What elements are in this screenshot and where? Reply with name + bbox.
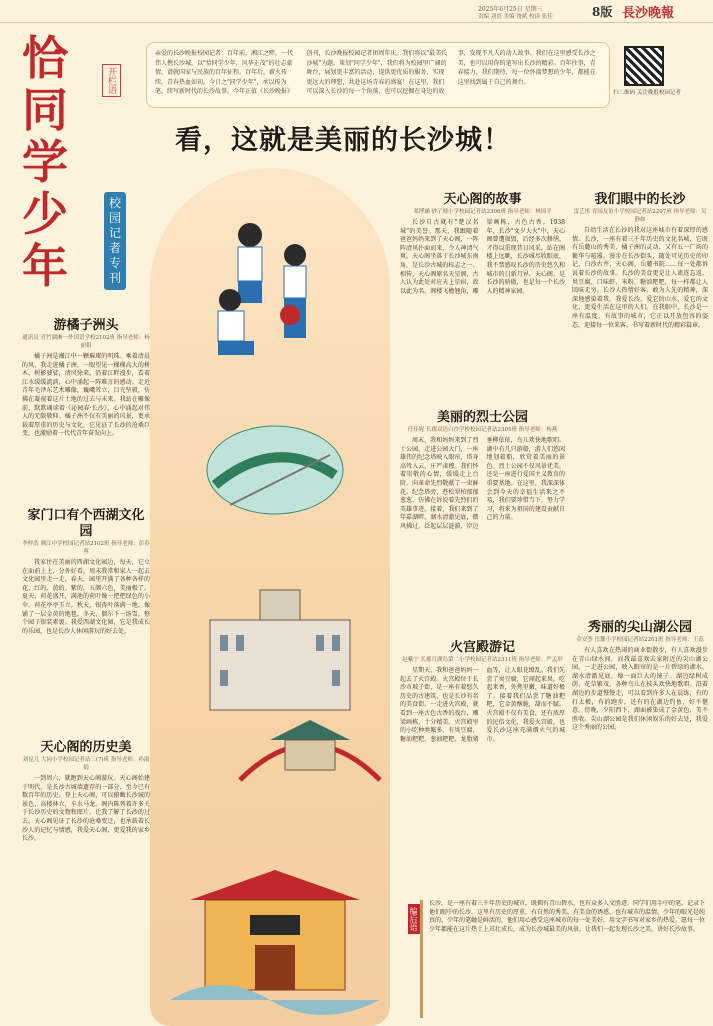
article-byline: 雷艺彤 青园友谊小学校园记者站2207班 指导老师：吴静如 — [573, 209, 707, 223]
article-body: 橘子洲是湘江中一颗璀璨的明珠。乘着清晨的风，我走进橘子洲，一眼望见一棵棵高大的树木，树影婆娑，清风徐来。沿着江畔漫步，看着江水缓缓流淌，心中涌起一阵难言的感动。走近青年毛泽东艺术雕像，巍峨耸立，目光坚毅，仿佛在凝视着这片土地的过去与未来。我站在雕像前，默默诵读着《沁园春·长沙》，心中涌起对伟人的无限敬仰。橘子洲不仅有美丽的风景，更承载着厚重的历史与文化，它见证了长沙的沧桑巨变，也激励着一代代青年奋发向上。 — [22, 353, 150, 438]
article-body: 周末，我和妈妈来到了烈士公园。走进公园大门，一座雄伟的纪念塔映入眼帘，塔身高耸入云，庄严肃穆。我们怀着崇敬的心情，缓缓走上台阶，向革命先烈敬献了一束鲜花。纪念塔旁，苍松翠柏郁郁葱葱，仿佛在诉说着先烈们的英雄事迹。接着，我们来到了年嘉湖畔，湖水清澈见底，微风拂过，泛起层层涟漪，岸边垂柳依依，鸟儿欢快地歌唱。湖中有几只游船，游人们悠闲地划着船，欣赏着美丽的景色。烈士公园不仅风景优美，还是一座进行爱国主义教育的重要基地。在这里，我深深体会到今天的幸福生活来之不易，我们要珍惜当下，努力学习，将来为祖国的建设贡献自己的力量。 — [400, 437, 565, 530]
page-headline: 看，这就是美丽的长沙城！ — [175, 125, 511, 156]
article-history — [22, 740, 150, 1020]
article-martyr — [400, 410, 565, 632]
issue-date: 2025年6月25日 星期三 — [478, 6, 543, 13]
article-byline: 金安荟 岳麓小学校园记者站2201班 指导老师：王蕊 — [576, 637, 704, 643]
masthead-title: 恰同学少年 — [22, 31, 68, 293]
pavilion-bridge-illustration — [230, 700, 390, 800]
article-byline: 李梓浩 湘江中学校园记者站2102班 指导老师：彭春蓉 — [22, 541, 150, 555]
article-body: 一到周六，就跑到天心阁游玩。天心阁始建于明代，是长沙古城墙遗存的一部分，至今已有数百年的历史。登上天心阁，可以俯瞰长沙城的景色，高楼林立，车水马龙。阁内陈列着许多关于长沙历史的文物和图片，让我了解了长沙的过去。天心阁见证了长沙的沧桑变迁，也承载着长沙人的记忆与情感，我爱天心阁，更爱我的家乡长沙。 — [22, 775, 150, 843]
firepalace-gate-illustration — [170, 860, 380, 1020]
article-title: 秀丽的尖山湖公园 — [587, 620, 692, 635]
article-byline: 邓博涵 砂子塘小学校园记者站2306班 指导老师：林国平 — [413, 209, 552, 215]
newspaper-logo: 長沙晚報 — [622, 6, 675, 21]
article-title: 天心阁的历史美 — [40, 740, 132, 755]
qr-code — [624, 46, 664, 86]
editor-note: 长沙，是一座有着三千年历史的城市，既拥有青山碧水，也有众多人文胜迹。同学们用手中的笔，记录下他们眼中的长沙，这里有历史的厚重，有自然的秀美，有美食的诱惑，也有城市的温情。少年的眼光是纯真的，少年的笔触是鲜活的，他们用心感受这座城市的每一处美好，用文字书写对家乡的热爱。愿每一位少年都能在这片热土上茁壮成长，成为长沙城最美的风景，让我们一起发现长沙之美，讲好长沙故事。 — [420, 900, 710, 1018]
article-byline: 通讯员 青竹湖湘一外国语学校2102班 指导老师：杨丽娟 — [22, 335, 150, 349]
article-body: 长沙自古就有"楚汉名城"的美誉。那天，我跟随着爸爸妈妈来到了天心阁，一阵阵清风扑面而来，令人神清气爽。天心阁坐落于长沙城东南角，是长沙古城的标志之一。相传，天心阁原名天星阁，古人认为此处对应天上星宿，故以此为名。阁楼飞檐翘角，雕梁画栋，古色古香。1938年，长沙"文夕大火"中，天心阁曾遭损毁，后经多次修缮，才得以重现昔日风采。站在阁楼上远眺，长沙城尽收眼底，我不禁感叹长沙的历史悠久和城市的日新月异。天心阁，是长沙的骄傲，也是每一个长沙人的精神家园。 — [400, 219, 565, 295]
article-body: 自幼生活在长沙的我对这座城市有着深厚的感情。长沙，一座有着三千年历史的文化名城，它既有岳麓山的秀美、橘子洲的灵动，又有五一广场的繁华与喧嚣。漫步在长沙街头，随处可见历史的印记，白沙古井、天心阁、岳麓书院……每一处都诉说着长沙的故事。长沙的美食更是让人流连忘返，臭豆腐、口味虾、米粉、糖油粑粑，每一样都让人回味无穷。长沙人热情好客、敢为人先的精神，深深地感染着我。我爱长沙，爱它的山水，爱它的文化，更爱生活在这里的人们。在我眼中，长沙是一座有温度、有故事的城市，它正以开放包容的姿态，迎接每一位来客，书写着新时代的精彩篇章。 — [572, 227, 708, 329]
article-title: 游橘子洲头 — [53, 318, 119, 333]
students-illustration — [190, 195, 340, 385]
column-tag: 开栏语 — [102, 64, 121, 97]
article-eyes — [572, 192, 708, 612]
article-title: 美丽的烈士公园 — [436, 410, 528, 425]
article-body: 我家住在美丽的西湖文化园边，每天，它立在面前上上，分外好看。周末我常和家人一起去文化园里走一走。春天，园里开满了各种各样的花，红的、黄的、紫的，五颜六色，美丽极了。夏天，荷花盛开，满池的荷叶像一把把绿色的小伞，荷花亭亭玉立。秋天，银杏叶落满一地，像铺了一层金黄的地毯。冬天，偶尔下一场雪，整个园子银装素裹。我爱西湖文化园，它是我成长的乐园，也是长沙人休闲游玩的好去处。 — [22, 559, 150, 635]
article-byline: 任佳妮 长郡双语白沙学校校园记者站2305班 指导老师：杨燕 — [407, 427, 558, 433]
newspaper-header — [0, 0, 713, 23]
article-wenhua — [22, 508, 150, 734]
article-huogong — [400, 640, 565, 890]
orange-isle-illustration — [200, 415, 350, 525]
article-story — [400, 192, 565, 400]
article-body: 有人喜欢在热闹的商业街散步，有人喜欢漫步在青山绿水间，而我最喜欢去家附近的尖山湖公园。一走进公园，映入眼帘的是一片碧绿的湖水，湖水清澈见底，像一面巨大的镜子。湖边绿树成荫，花草繁茂，各种鸟儿在枝头欢快地歌唱。沿着湖边的步道慢慢走，可以看到许多人在晨练，有的打太极，有的跑步，还有的在湖边钓鱼，好不惬意。傍晚，夕阳西下，湖面被染成了金黄色，美不胜收。尖山湖公园是我们休闲娱乐的好去处，我爱这个秀丽的公园。 — [572, 647, 708, 732]
editor-note-label: 编后语 — [408, 904, 420, 934]
column-intro: 亲爱的长沙晚报校园记者：百年前，湘江之畔，一代伟人携长沙城，以"恰同学少年，风华正茂"的壮志豪情，谱就国家与民族的百年征程。百年后，薪火传续，青春热血如初。今日之"同学少年"，承以传为笔，续写新时代的长沙故事。今年正值《长沙晚报》创刊，长沙晚报校园记者团周年庆。我们将以"最美长沙城"为题，策划"同学少年"，我们将为校园里广阔的舞台，展划更丰富的活动，提供更优质的服务，实现更远大的理想，共赴这场青春的盛宴！在这里，我们可以深入长沙的每一个角落，也可以挖掘在身边的故事，发现不凡人的动人故事。我们在这里感受长沙之美，也可以用你的笔写出长沙的精彩。百年往事，青春接力，我们期待，每一位怀揣梦想的少年，都能在这里找到属于自己的舞台。 — [146, 42, 610, 108]
article-title: 家门口有个西湖文化园 — [27, 508, 145, 539]
article-title: 我们眼中的长沙 — [594, 192, 686, 207]
editor-credits: 责编 刘晨 美编 饶斌 校读 张佳 — [478, 14, 553, 20]
article-jianshan — [572, 620, 708, 895]
article-byline: 刘昆儿 大同小学校园记者站三(7)班 指导老师：孙淑娟 — [22, 757, 150, 771]
column-masthead — [0, 22, 140, 362]
masthead-subtitle: 校园记者专刊 — [104, 192, 126, 290]
article-byline: 赵紫宁 长郡月湖岛第二小学校园记者站2311班 指导老师：严孟形 — [402, 657, 563, 663]
page-number: 8版 — [592, 5, 613, 19]
article-body: 星期天，我和爸爸妈妈一起去了火宫殿。火宫殿位于长沙市坡子街，是一座有着悠久历史的古建筑，也是长沙有名的美食街。一走进火宫殿，就看到一座古色古香的戏台，雕梁画栋，十分精美。火宫殿里的小吃种类繁多，有臭豆腐、糖油粑粑、葱油粑粑、龙脂猪血等，让人眼花缭乱。我们先尝了臭豆腐，它闻起来臭，吃起来香，外焦里嫩，味道好极了。接着我们品尝了糖油粑粑，它金黄酥脆，甜而不腻。火宫殿不仅有美食，还有浓厚的民俗文化，我爱火宫殿，也爱长沙这座充满烟火气的城市。 — [400, 667, 565, 743]
museum-building-illustration — [200, 580, 360, 720]
article-title: 火宫殿游记 — [449, 640, 515, 655]
article-yuelu — [22, 318, 150, 498]
article-title: 天心阁的故事 — [443, 192, 522, 207]
qr-caption: 扫二维码 关注晚报校园记者 — [613, 90, 681, 96]
